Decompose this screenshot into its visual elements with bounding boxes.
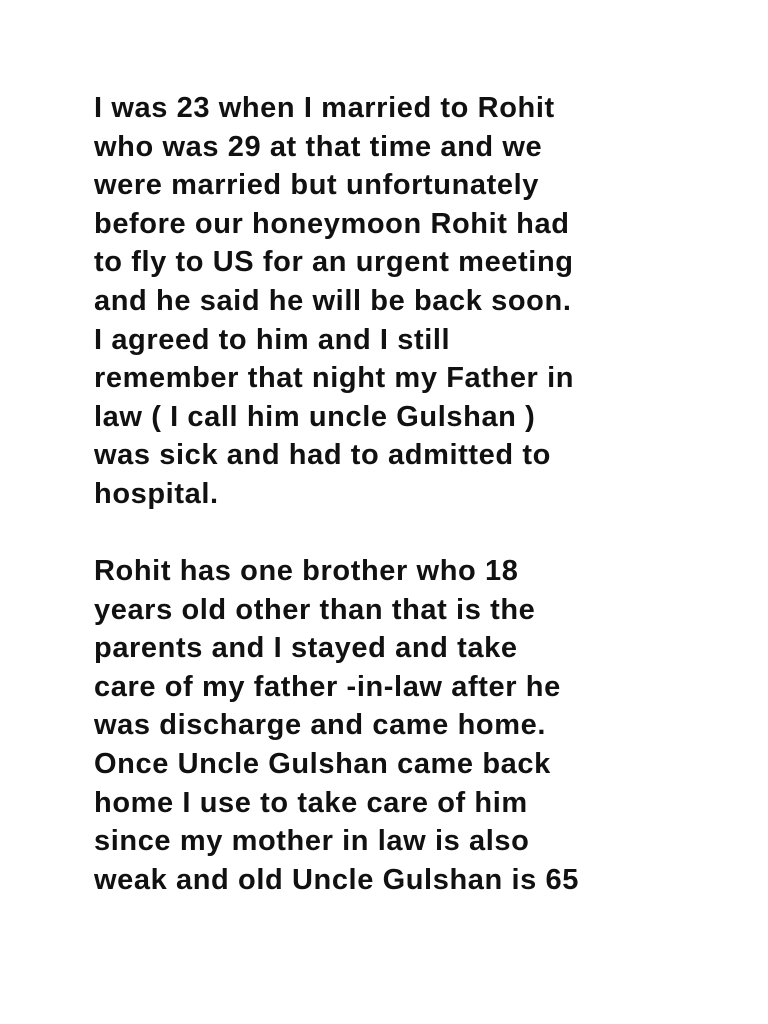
paragraph-1 (94, 89, 734, 514)
text-line: who was 29 at that time and we (94, 130, 543, 163)
text-line: care of my father -in-law after he (94, 670, 561, 703)
text-line: weak and old Uncle Gulshan is 65 (94, 863, 579, 896)
text-line: and he said he will be back soon. (94, 284, 572, 317)
text-line: Rohit has one brother who 18 (94, 555, 519, 587)
text-line: to fly to US for an urgent meeting (94, 246, 574, 279)
text-line: years old other than that is the (94, 593, 536, 626)
text-line: I agreed to him and I still (94, 323, 451, 356)
text-line: home I use to take care of him (94, 786, 528, 819)
text-line: was discharge and came home. (94, 709, 546, 742)
text-line: remember that night my Father in (94, 362, 575, 395)
text-line: was sick and had to admitted to (94, 439, 551, 472)
text-line: Once Uncle Gulshan came back (94, 747, 551, 780)
text-line: I was 23 when I married to Rohit (94, 92, 555, 124)
text-line: were married but unfortunately (94, 169, 540, 202)
text-line: before our honeymoon Rohit had (94, 207, 570, 240)
paragraph-2 (94, 552, 734, 899)
text-line: since my mother in law is also (94, 825, 530, 858)
text-line: parents and I stayed and take (94, 632, 518, 665)
text-line: hospital. (94, 477, 219, 510)
text-line: law ( I call him uncle Gulshan ) (94, 400, 536, 433)
